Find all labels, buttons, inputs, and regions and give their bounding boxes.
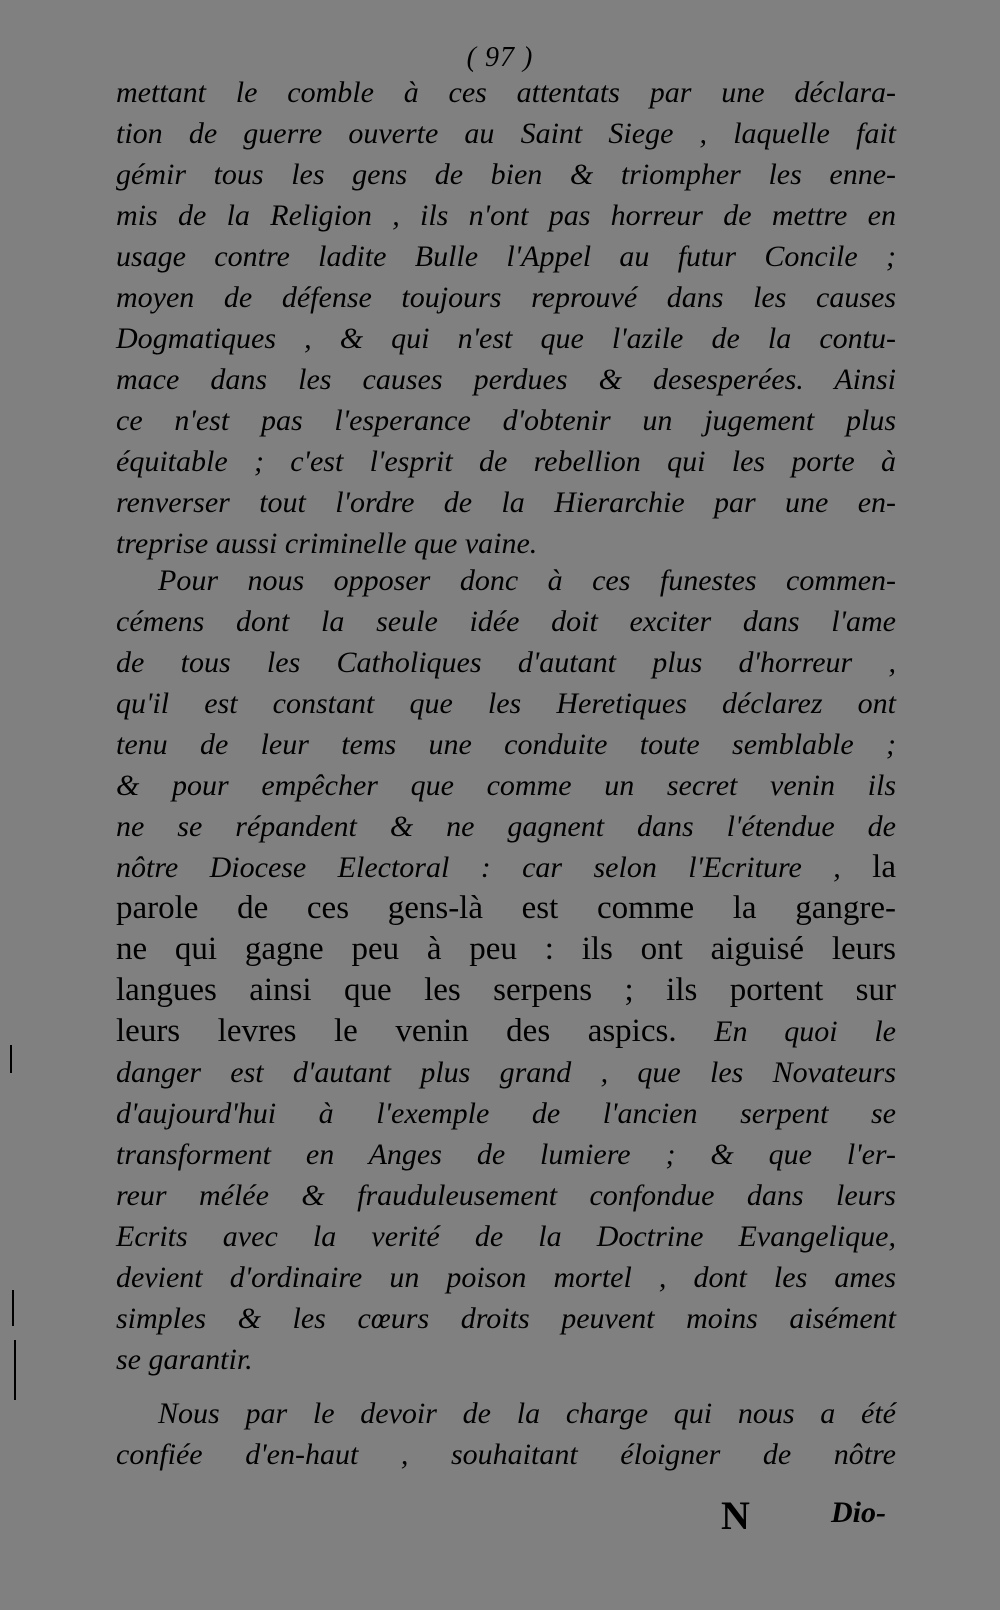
text-line-content: qu'il est constant que les Heretiques déclarez ont (116, 687, 896, 720)
text-line-content: Pour nous opposer donc à ces funestes commen- (158, 564, 896, 597)
text-line-content: treprise aussi criminelle que vaine. (116, 527, 538, 560)
text-line-content: mace dans les causes perdues & desesperées. Ainsi (116, 363, 896, 396)
margin-mark (12, 1290, 14, 1326)
text-line (116, 642, 896, 683)
text-line (116, 72, 896, 113)
text-line-content: se garantir. (116, 1343, 253, 1376)
text-line-content: & pour empêcher que comme un secret venin ils (116, 769, 896, 802)
text-line-content: de tous les Catholiques d'autant plus d'horreur , (116, 646, 896, 679)
text-line (116, 1216, 896, 1257)
text-line-content: mis de la Religion , ils n'ont pas horreur de mettre en (116, 199, 896, 232)
text-line (116, 113, 896, 154)
text-line (116, 236, 896, 277)
text-line (116, 400, 896, 441)
text-line (116, 1257, 896, 1298)
text-line (116, 683, 896, 724)
page-number: ( 97 ) (466, 42, 534, 73)
signature-mark: N (721, 1493, 750, 1538)
text-line-content: simples & les cœurs droits peuvent moins aisément (116, 1302, 896, 1335)
text-line-content: renverser tout l'ordre de la Hierarchie par une en- (116, 486, 896, 519)
text-line-content: reur mélée & frauduleusement confondue dans leurs (116, 1179, 896, 1212)
text-line (116, 1434, 896, 1475)
text-line-content: gémir tous les gens de bien & triompher les enne- (116, 158, 896, 191)
catchword: Dio- (831, 1496, 886, 1529)
text-line (116, 154, 896, 195)
text-line (116, 1134, 896, 1175)
text-line-content: langues ainsi que les serpens ; ils portent sur (116, 972, 896, 1008)
text-line-content: tion de guerre ouverte au Saint Siege , laquelle fait (116, 117, 896, 150)
paragraph-3 (116, 1393, 896, 1475)
text-line (116, 1011, 896, 1052)
text-line-content: ne se répandent & ne gagnent dans l'étendue de (116, 810, 896, 843)
text-line (116, 1175, 896, 1216)
text-line-content: Ecrits avec la verité de la Doctrine Evangelique, (116, 1220, 896, 1253)
text-line (116, 195, 896, 236)
text-line (116, 601, 896, 642)
text-line-content: Dogmatiques , & qui n'est que l'azile de la contu- (116, 322, 896, 355)
text-line-content: Nous par le devoir de la charge qui nous a été (158, 1397, 896, 1430)
text-line-content: cémens dont la seule idée doit exciter dans l'ame (116, 605, 896, 638)
text-line-content: nôtre Diocese Electoral : car selon l'Ecriture , (116, 851, 873, 884)
text-line-tail: la (872, 849, 896, 885)
text-line-content: parole de ces gens-là est comme la gangre- (116, 890, 896, 926)
text-line-content: leurs levres le venin des aspics. (116, 1013, 715, 1049)
text-line-content: d'aujourd'hui à l'exemple de l'ancien serpent se (116, 1097, 896, 1130)
margin-mark (10, 1045, 12, 1073)
text-line (116, 806, 896, 847)
text-line-content: devient d'ordinaire un poison mortel , dont les ames (116, 1261, 896, 1294)
text-line-tail: En quoi le (714, 1015, 896, 1048)
text-line (116, 765, 896, 806)
text-line-content: équitable ; c'est l'esprit de rebellion qui les porte à (116, 445, 896, 478)
text-line (116, 847, 896, 888)
text-line-content: confiée d'en-haut , souhaitant éloigner de nôtre (116, 1438, 896, 1471)
text-line (116, 441, 896, 482)
text-line (116, 970, 896, 1011)
text-line (116, 318, 896, 359)
text-line-content: tenu de leur tems une conduite toute semblable ; (116, 728, 896, 761)
text-line (116, 277, 896, 318)
text-line (116, 1393, 896, 1434)
text-line-content: ne qui gagne peu à peu : ils ont aiguisé leurs (116, 931, 896, 967)
page-footer (116, 1492, 896, 1536)
text-line (116, 359, 896, 400)
text-line (116, 1093, 896, 1134)
text-line (116, 482, 896, 523)
text-line (116, 560, 896, 601)
text-line-content: danger est d'autant plus grand , que les Novateurs (116, 1056, 896, 1089)
text-line (116, 929, 896, 970)
text-line (116, 888, 896, 929)
text-line-content: ce n'est pas l'esperance d'obtenir un jugement plus (116, 404, 896, 437)
text-line (116, 1339, 896, 1380)
paragraph-1 (116, 72, 896, 564)
text-line (116, 1298, 896, 1339)
text-line-content: transforment en Anges de lumiere ; & que l'er- (116, 1138, 896, 1171)
margin-mark (14, 1340, 16, 1400)
text-line-content: usage contre ladite Bulle l'Appel au futur Concile ; (116, 240, 896, 273)
text-line-content: moyen de défense toujours reprouvé dans les causes (116, 281, 896, 314)
text-line-content: mettant le comble à ces attentats par une déclara- (116, 76, 896, 109)
text-line (116, 523, 896, 564)
paragraph-2 (116, 560, 896, 1380)
text-line (116, 1052, 896, 1093)
text-line (116, 724, 896, 765)
